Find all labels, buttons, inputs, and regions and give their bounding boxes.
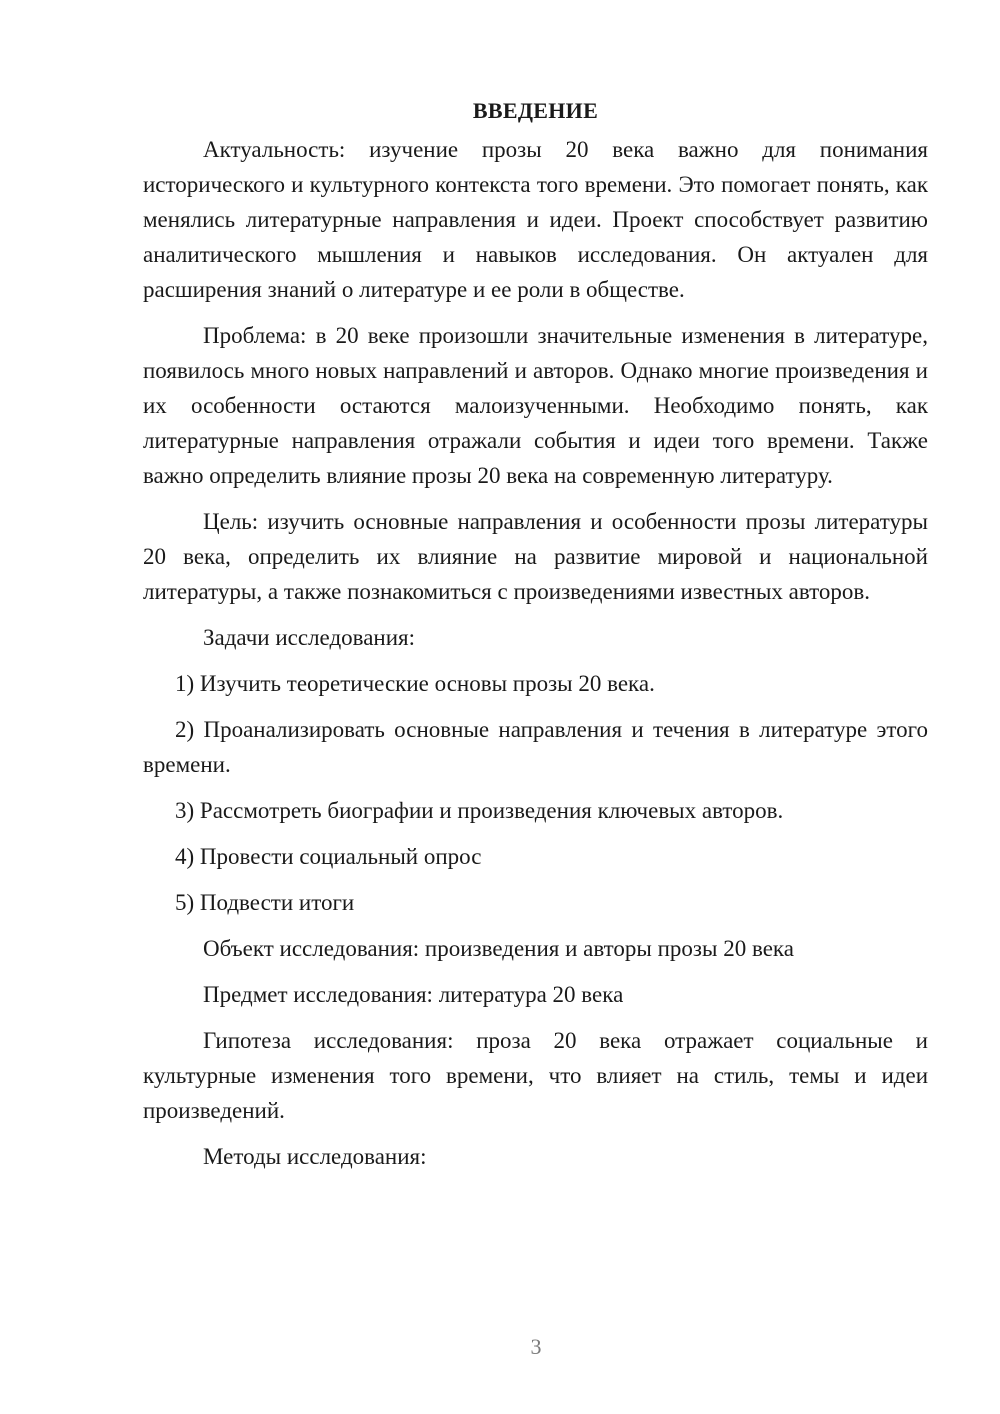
task-item-2: 2) Проанализировать основные направления и течения в литературе этого времени. — [143, 717, 928, 777]
goal-paragraph: Цель: изучить основные направления и особенности прозы литературы 20 века, определить их влияние на развитие мировой и национальной литературы, а также познакомиться с произведениями известных авторов. — [143, 509, 928, 604]
task-item-5: 5) Подвести итоги — [175, 890, 355, 915]
methods-heading: Методы исследования: — [203, 1144, 427, 1169]
hypothesis-paragraph: Гипотеза исследования: проза 20 века отражает социальные и культурные изменения того времени, что влияет на стиль, темы и идеи произведений. — [143, 1028, 928, 1123]
page-number: 3 — [530, 1334, 542, 1359]
relevance-paragraph: Актуальность: изучение прозы 20 века важно для понимания исторического и культурного контекста того времени. Это помогает понять, как менялись литературные направления и идеи. Проект способствует развитию аналитического мышления и навыков исследования. Он актуален для расширения знаний о литературе и ее роли в обществе. — [143, 137, 928, 302]
task-item-3: 3) Рассмотреть биографии и произведения ключевых авторов. — [175, 798, 784, 823]
subject-paragraph: Предмет исследования: литература 20 века — [203, 982, 624, 1007]
problem-paragraph: Проблема: в 20 веке произошли значительные изменения в литературе, появилось много новых направлений и авторов. Однако многие произведения и их особенности остаются малоизученными. Необходимо понять, как литературные направления отражали события и идеи того времени. Также важно определить влияние прозы 20 века на современную литературу. — [143, 323, 928, 488]
page-content — [143, 93, 928, 1185]
task-item-4: 4) Провести социальный опрос — [175, 844, 482, 869]
tasks-heading: Задачи исследования: — [203, 625, 416, 650]
object-paragraph: Объект исследования: произведения и авторы прозы 20 века — [203, 936, 794, 961]
page-title: ВВЕДЕНИЕ — [472, 98, 599, 123]
task-item-1: 1) Изучить теоретические основы прозы 20 века. — [175, 671, 655, 696]
